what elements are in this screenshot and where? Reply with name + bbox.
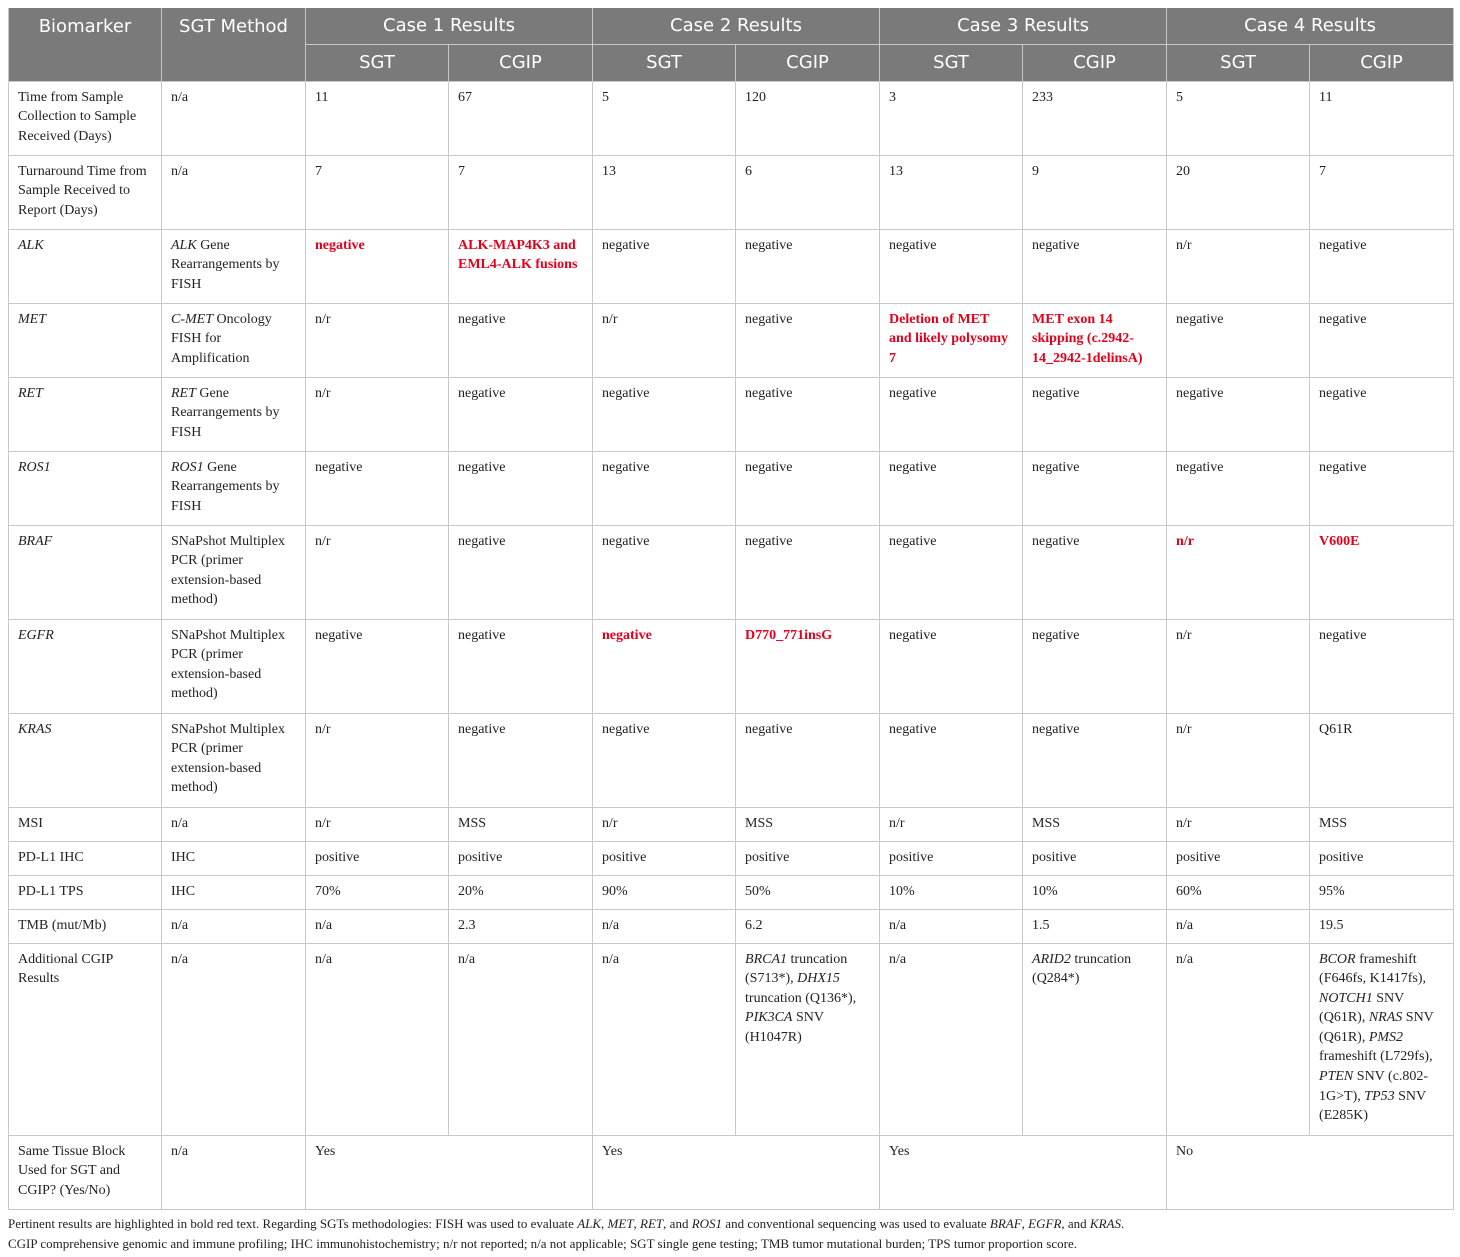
row-label: RET	[9, 377, 162, 451]
cell: negative	[449, 713, 593, 807]
row-method: n/a	[162, 909, 306, 943]
header-case-4: Case 4 Results	[1167, 8, 1454, 44]
cell: n/r	[593, 303, 736, 377]
table-row	[9, 525, 1454, 619]
table-row	[9, 875, 1454, 909]
row-label: PD-L1 TPS	[9, 875, 162, 909]
cell: negative	[1310, 451, 1454, 525]
cell: 233	[1023, 81, 1167, 155]
cell: negative	[1310, 303, 1454, 377]
table-row	[9, 1135, 1454, 1209]
cell: negative	[736, 713, 880, 807]
row-method: IHC	[162, 875, 306, 909]
cell: 60%	[1167, 875, 1310, 909]
cell: n/r	[306, 525, 449, 619]
cell: Q61R	[1310, 713, 1454, 807]
cell: Yes	[880, 1135, 1167, 1209]
cell-case4-cgip: BCOR frameshift (F646fs, K1417fs), NOTCH1 SNV (Q61R), NRAS SNV (Q61R), PMS2 frameshift (L729fs), PTEN SNV (c.802-1G>T), TP53 SNV (E285K)	[1310, 943, 1454, 1135]
cell: 20%	[449, 875, 593, 909]
cell: MSS	[449, 807, 593, 841]
cell: 2.3	[449, 909, 593, 943]
cell: 7	[306, 155, 449, 229]
footnote-line-2: CGIP comprehensive genomic and immune profiling; IHC immunohistochemistry; n/r not reported; n/a not applicable; SGT single gene testing; TMB tumor mutational burden; TPS tumor proportion score.	[8, 1235, 1077, 1251]
cell: n/r	[306, 303, 449, 377]
table-row	[9, 909, 1454, 943]
cell: 5	[1167, 81, 1310, 155]
header-sgt-method: SGT Method	[162, 8, 306, 81]
cell-highlighted: negative	[306, 229, 449, 303]
cell: n/r	[880, 807, 1023, 841]
row-method: n/a	[162, 943, 306, 1135]
cell: negative	[1023, 525, 1167, 619]
table-row	[9, 155, 1454, 229]
cell: negative	[1167, 377, 1310, 451]
cell: 1.5	[1023, 909, 1167, 943]
table-row	[9, 943, 1454, 1135]
row-method: ALK Gene Rearrangements by FISH	[162, 229, 306, 303]
cell: negative	[1023, 713, 1167, 807]
cell: No	[1167, 1135, 1454, 1209]
cell: 7	[1310, 155, 1454, 229]
cell: 70%	[306, 875, 449, 909]
cell: negative	[880, 377, 1023, 451]
cell-highlighted: n/r	[1167, 525, 1310, 619]
cell: 50%	[736, 875, 880, 909]
cell: n/a	[306, 909, 449, 943]
row-method: n/a	[162, 1135, 306, 1209]
cell: negative	[736, 451, 880, 525]
header-cgip: CGIP	[736, 44, 880, 81]
cell: n/r	[306, 807, 449, 841]
row-method: n/a	[162, 81, 306, 155]
cell: n/a	[880, 909, 1023, 943]
row-method: IHC	[162, 841, 306, 875]
header-case-1: Case 1 Results	[306, 8, 593, 44]
header-sgt: SGT	[880, 44, 1023, 81]
row-label: Turnaround Time from Sample Received to Report (Days)	[9, 155, 162, 229]
cell: positive	[736, 841, 880, 875]
row-method: RET Gene Rearrangements by FISH	[162, 377, 306, 451]
row-label: Additional CGIP Results	[9, 943, 162, 1135]
row-label: MET	[9, 303, 162, 377]
cell: 10%	[880, 875, 1023, 909]
cell: negative	[1023, 451, 1167, 525]
cell: negative	[736, 229, 880, 303]
cell: negative	[1310, 377, 1454, 451]
cell: n/r	[1167, 229, 1310, 303]
cell: 6.2	[736, 909, 880, 943]
cell-highlighted: negative	[593, 619, 736, 713]
cell: n/a	[1167, 943, 1310, 1135]
cell: n/r	[1167, 807, 1310, 841]
cell: negative	[593, 713, 736, 807]
header-sgt: SGT	[1167, 44, 1310, 81]
table-row	[9, 377, 1454, 451]
cell: 7	[449, 155, 593, 229]
row-label: TMB (mut/Mb)	[9, 909, 162, 943]
results-table	[8, 8, 1454, 1210]
table-row	[9, 229, 1454, 303]
row-method: n/a	[162, 807, 306, 841]
cell: negative	[593, 451, 736, 525]
table-container	[8, 8, 1453, 1254]
row-method: SNaPshot Multiplex PCR (primer extension-based method)	[162, 525, 306, 619]
cell: positive	[306, 841, 449, 875]
header-sgt: SGT	[593, 44, 736, 81]
cell: negative	[306, 619, 449, 713]
cell: 3	[880, 81, 1023, 155]
cell: n/a	[1167, 909, 1310, 943]
row-method: ROS1 Gene Rearrangements by FISH	[162, 451, 306, 525]
cell: negative	[449, 619, 593, 713]
cell: n/a	[306, 943, 449, 1135]
cell-highlighted: Deletion of MET and likely polysomy 7	[880, 303, 1023, 377]
cell: negative	[880, 525, 1023, 619]
header-row-1	[9, 8, 1454, 44]
row-label: MSI	[9, 807, 162, 841]
cell: 13	[880, 155, 1023, 229]
table-footnote	[8, 1214, 1453, 1254]
cell: negative	[1023, 619, 1167, 713]
cell: Yes	[306, 1135, 593, 1209]
cell: MSS	[736, 807, 880, 841]
table-row	[9, 303, 1454, 377]
cell-highlighted: MET exon 14 skipping (c.2942-14_2942-1delinsA)	[1023, 303, 1167, 377]
header-case-3: Case 3 Results	[880, 8, 1167, 44]
cell: negative	[306, 451, 449, 525]
row-label: ROS1	[9, 451, 162, 525]
cell: negative	[880, 713, 1023, 807]
cell: negative	[880, 229, 1023, 303]
header-sgt: SGT	[306, 44, 449, 81]
cell-highlighted: D770_771insG	[736, 619, 880, 713]
cell: negative	[593, 525, 736, 619]
row-label: BRAF	[9, 525, 162, 619]
cell-highlighted: ALK-MAP4K3 and EML4-ALK fusions	[449, 229, 593, 303]
cell: negative	[449, 525, 593, 619]
cell: n/a	[449, 943, 593, 1135]
cell: 95%	[1310, 875, 1454, 909]
cell: MSS	[1310, 807, 1454, 841]
cell: n/r	[1167, 619, 1310, 713]
table-row	[9, 713, 1454, 807]
header-cgip: CGIP	[449, 44, 593, 81]
cell: n/a	[593, 943, 736, 1135]
cell: 67	[449, 81, 593, 155]
cell: negative	[593, 377, 736, 451]
cell: n/r	[306, 377, 449, 451]
cell: n/r	[1167, 713, 1310, 807]
cell: positive	[1310, 841, 1454, 875]
row-method: SNaPshot Multiplex PCR (primer extension-based method)	[162, 619, 306, 713]
cell: 120	[736, 81, 880, 155]
table-row	[9, 807, 1454, 841]
cell: negative	[449, 451, 593, 525]
header-case-2: Case 2 Results	[593, 8, 880, 44]
row-method: SNaPshot Multiplex PCR (primer extension-based method)	[162, 713, 306, 807]
row-method: C-MET Oncology FISH for Amplification	[162, 303, 306, 377]
cell-highlighted: V600E	[1310, 525, 1454, 619]
cell: negative	[1023, 377, 1167, 451]
row-label: EGFR	[9, 619, 162, 713]
cell: negative	[736, 377, 880, 451]
footnote-line-1: Pertinent results are highlighted in bold red text. Regarding SGTs methodologies: FISH was used to evaluate ALK, MET, RET, and ROS1 and conventional sequencing was used to evaluate BRAF, EGFR, and KRAS.	[8, 1215, 1125, 1231]
cell: negative	[1310, 619, 1454, 713]
header-cgip: CGIP	[1023, 44, 1167, 81]
cell: negative	[880, 619, 1023, 713]
cell: negative	[449, 377, 593, 451]
header-biomarker: Biomarker	[9, 8, 162, 81]
cell: 11	[1310, 81, 1454, 155]
cell: negative	[593, 229, 736, 303]
table-row	[9, 451, 1454, 525]
cell: negative	[1023, 229, 1167, 303]
cell: negative	[736, 303, 880, 377]
row-label: Same Tissue Block Used for SGT and CGIP? (Yes/No)	[9, 1135, 162, 1209]
cell: negative	[1167, 451, 1310, 525]
cell: 13	[593, 155, 736, 229]
cell: positive	[1167, 841, 1310, 875]
table-row	[9, 81, 1454, 155]
cell: positive	[593, 841, 736, 875]
cell: negative	[449, 303, 593, 377]
cell: negative	[1167, 303, 1310, 377]
table-row	[9, 619, 1454, 713]
table-row	[9, 841, 1454, 875]
cell: negative	[880, 451, 1023, 525]
cell: 20	[1167, 155, 1310, 229]
row-method: n/a	[162, 155, 306, 229]
cell: positive	[880, 841, 1023, 875]
cell: positive	[449, 841, 593, 875]
cell: 11	[306, 81, 449, 155]
row-label: KRAS	[9, 713, 162, 807]
cell: n/r	[593, 807, 736, 841]
cell: negative	[1310, 229, 1454, 303]
cell: n/a	[593, 909, 736, 943]
row-label: ALK	[9, 229, 162, 303]
cell: n/a	[880, 943, 1023, 1135]
cell: 90%	[593, 875, 736, 909]
cell: negative	[736, 525, 880, 619]
cell: 19.5	[1310, 909, 1454, 943]
cell: positive	[1023, 841, 1167, 875]
header-cgip: CGIP	[1310, 44, 1454, 81]
cell: Yes	[593, 1135, 880, 1209]
cell: 6	[736, 155, 880, 229]
row-label: Time from Sample Collection to Sample Received (Days)	[9, 81, 162, 155]
cell: 10%	[1023, 875, 1167, 909]
cell: 5	[593, 81, 736, 155]
cell-case2-cgip: BRCA1 truncation (S713*), DHX15 truncation (Q136*), PIK3CA SNV (H1047R)	[736, 943, 880, 1135]
cell: 9	[1023, 155, 1167, 229]
row-label: PD-L1 IHC	[9, 841, 162, 875]
cell-case3-cgip: ARID2 truncation (Q284*)	[1023, 943, 1167, 1135]
cell: MSS	[1023, 807, 1167, 841]
cell: n/r	[306, 713, 449, 807]
